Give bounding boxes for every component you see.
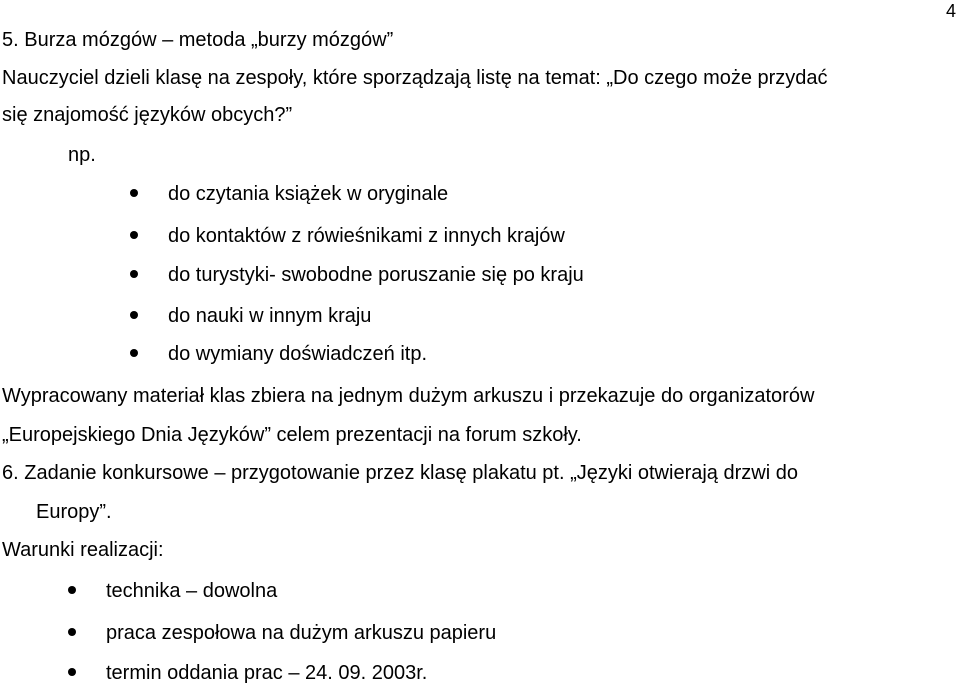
section-5-intro-line-2: się znajomość języków obcych?” [2,104,293,126]
list-item-text: termin oddania prac – 24. 09. 2003r. [106,662,428,684]
conditions-label: Warunki realizacji: [2,539,164,561]
bullet-icon [68,586,76,594]
bullet-icon [130,270,138,278]
list-item-text: do wymiany doświadczeń itp. [168,343,428,365]
list-item-text: do nauki w innym kraju [168,305,372,327]
list-item-text: do czytania książek w oryginale [168,183,449,205]
list-item-text: do kontaktów z rówieśnikami z innych krajów [168,225,565,247]
section-5-intro-line-1: Nauczyciel dzieli klasę na zespoły, które sporządzają listę na temat: „Do czego może przydać [2,67,828,89]
bullet-icon [130,231,138,239]
section-6-heading-line-2: Europy”. [36,501,112,523]
bullet-icon [68,668,76,676]
bullet-icon [130,349,138,357]
list-item-text: do turystyki- swobodne poruszanie się po kraju [168,264,584,286]
section-5-summary-line-1: Wypracowany materiał klas zbiera na jednym dużym arkuszu i przekazuje do organizatorów [2,385,815,407]
np-label: np. [68,144,96,166]
list-item-text: technika – dowolna [106,580,278,602]
bullet-icon [130,311,138,319]
section-5-heading: 5. Burza mózgów – metoda „burzy mózgów” [2,29,394,51]
page-number: 4 [945,1,956,21]
bullet-icon [130,189,138,197]
section-5-summary-line-2: „Europejskiego Dnia Języków” celem prezentacji na forum szkoły. [2,424,582,446]
list-item-text: praca zespołowa na dużym arkuszu papieru [106,622,497,644]
section-6-heading-line-1: 6. Zadanie konkursowe – przygotowanie przez klasę plakatu pt. „Języki otwierają drzwi do [2,462,798,484]
bullet-icon [68,628,76,636]
